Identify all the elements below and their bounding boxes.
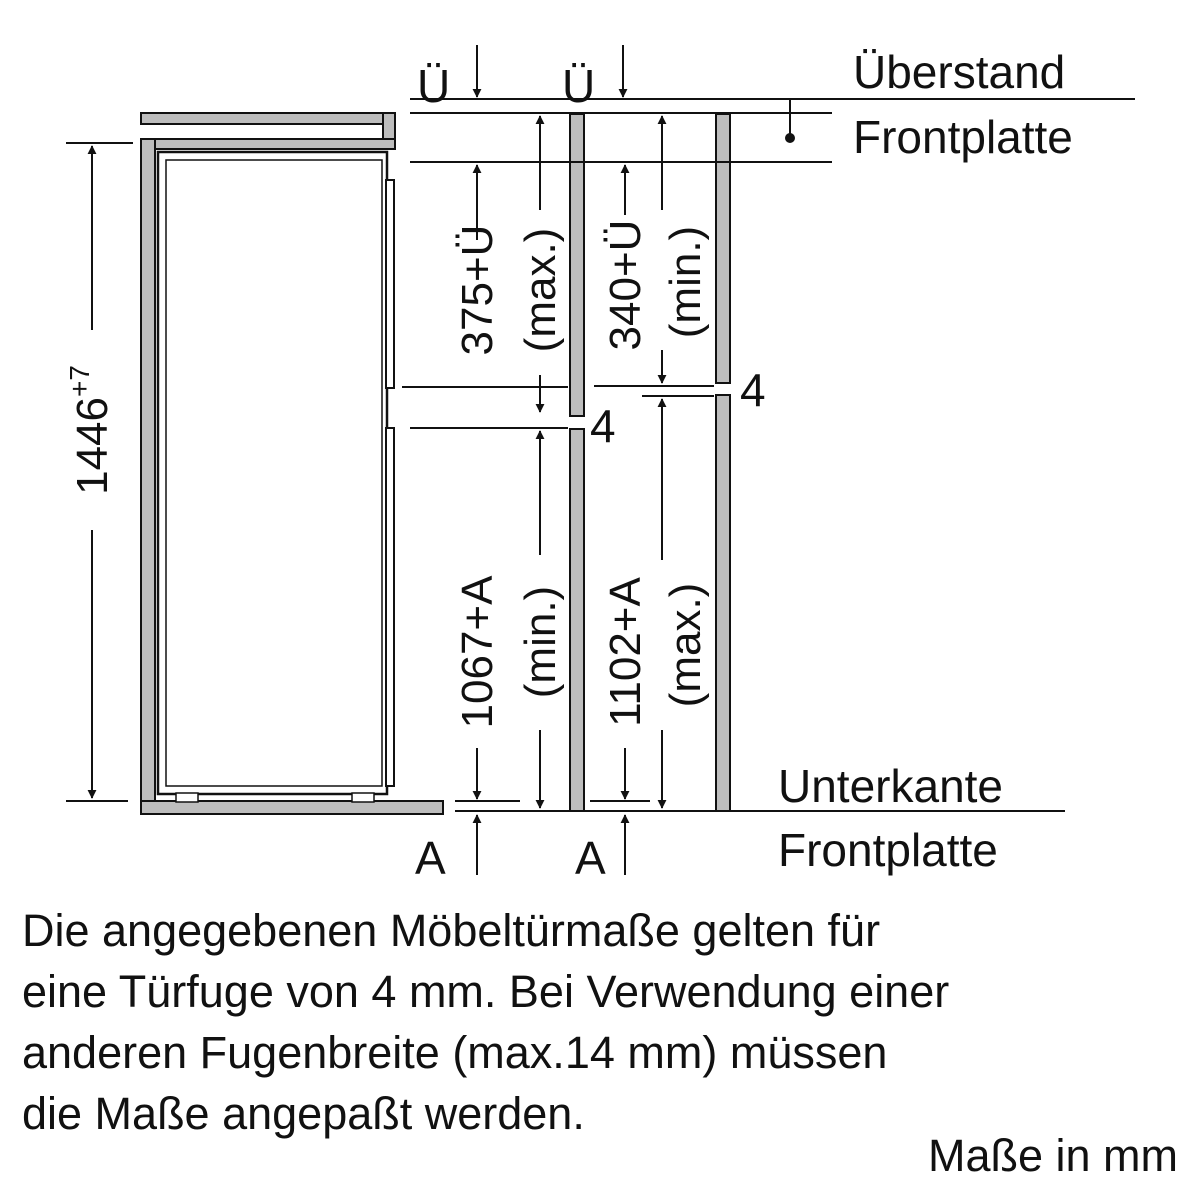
units-label: Maße in mm — [927, 1130, 1178, 1181]
height-dimension-label — [64, 365, 117, 495]
dim-375-note: (max.) — [516, 227, 565, 353]
note-line: anderen Fugenbreite (max.14 mm) müssen — [22, 1027, 888, 1078]
height-value: 1446 — [68, 397, 117, 495]
gap-label-left: 4 — [590, 400, 616, 452]
door-upper-left-column — [570, 114, 584, 416]
height-tolerance: +7 — [64, 365, 95, 398]
door-upper-right-column — [716, 114, 730, 383]
bottom-label-2: A — [575, 832, 606, 884]
note-line: Die angegebenen Möbeltürmaße gelten für — [22, 905, 881, 956]
lower-door-hinge-strip — [386, 428, 394, 786]
niche-top-shelf-return — [155, 139, 395, 149]
door-lower-right-column — [716, 395, 730, 811]
niche-bottom — [141, 801, 443, 814]
dim-1067-label: 1067+A — [453, 575, 502, 729]
appliance-inner — [166, 160, 382, 786]
appliance-foot-left — [176, 793, 198, 802]
appliance-foot-right — [352, 793, 374, 802]
dim-340-label: 340+Ü — [601, 219, 650, 351]
niche-top-shelf-lip — [383, 113, 395, 139]
appliance-body — [158, 152, 394, 802]
dim-1067-note: (min.) — [516, 585, 565, 699]
frontplatte-top-label: Frontplatte — [853, 111, 1073, 163]
gap-label-right: 4 — [740, 364, 766, 416]
overhang-label-2: Ü — [562, 60, 596, 112]
door-gap-note — [22, 900, 1192, 1144]
unterkante-label: Unterkante — [778, 760, 1004, 812]
dim-375-label: 375+Ü — [453, 224, 502, 356]
door-lower-left-column — [570, 429, 584, 811]
niche-top-shelf — [141, 113, 395, 124]
note-line: eine Türfuge von 4 mm. Bei Verwendung einer — [22, 966, 950, 1017]
bottom-label-1: A — [415, 832, 446, 884]
frontplatte-leader-dot — [785, 133, 795, 143]
dim-340-note: (min.) — [661, 225, 710, 339]
frontplatte-bottom-label: Frontplatte — [778, 824, 998, 876]
dim-1102-note: (max.) — [661, 582, 710, 708]
ueberstand-label: Überstand — [853, 46, 1066, 98]
upper-door-hinge-strip — [386, 180, 394, 388]
overhang-label-1: Ü — [417, 60, 451, 112]
niche-left-wall — [141, 139, 155, 804]
note-line: die Maße angepaßt werden. — [22, 1088, 585, 1139]
dim-1102-label: 1102+A — [601, 577, 650, 727]
